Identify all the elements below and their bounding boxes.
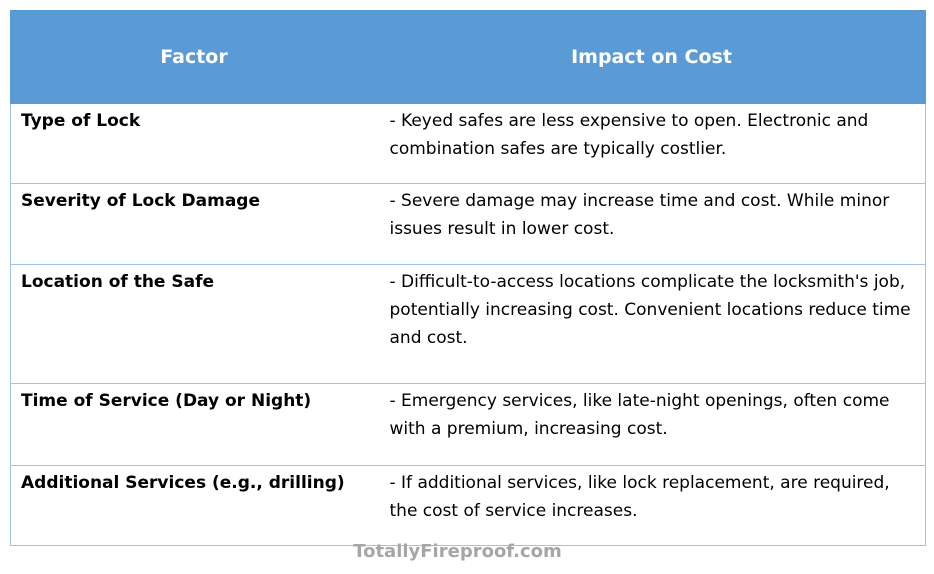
factor-cell: Additional Services (e.g., drilling) [11,466,378,546]
header-impact-on-cost: Impact on Cost [378,11,926,104]
header-row [11,11,926,104]
table-row [11,384,926,466]
watermark-text: TotallyFireproof.com [353,541,562,562]
impact-cell: - Difficult-to-access locations complicate the locksmith's job, potentially increasing cost. Convenient locations reduce time and cost. [378,265,926,384]
table-row [11,104,926,184]
table-row [11,184,926,265]
cost-factors-table-container [10,10,925,546]
factor-cell: Severity of Lock Damage [11,184,378,265]
impact-cell: - Emergency services, like late-night openings, often come with a premium, increasing cost. [378,384,926,466]
table-header [11,11,926,104]
factor-cell: Type of Lock [11,104,378,184]
table-row [11,466,926,546]
factor-cell: Location of the Safe [11,265,378,384]
table-body [11,104,926,546]
table-row [11,265,926,384]
impact-cell: - If additional services, like lock replacement, are required, the cost of service increases. [378,466,926,546]
header-factor: Factor [11,11,378,104]
factor-cell: Time of Service (Day or Night) [11,384,378,466]
impact-cell: - Keyed safes are less expensive to open. Electronic and combination safes are typically costlier. [378,104,926,184]
impact-cell: - Severe damage may increase time and cost. While minor issues result in lower cost. [378,184,926,265]
cost-factors-table [10,10,926,546]
